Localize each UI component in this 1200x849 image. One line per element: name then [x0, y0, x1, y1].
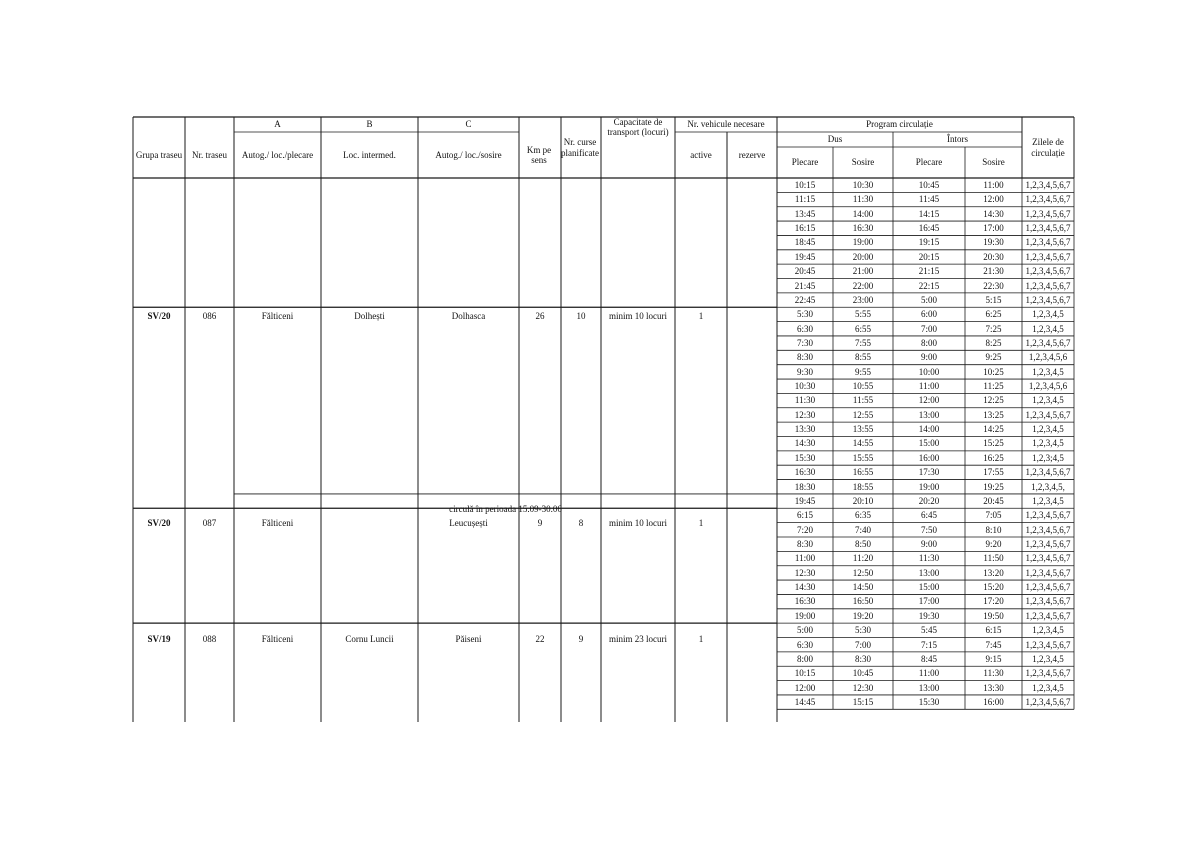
schedule-cell-intors-plecare: 20:15: [918, 251, 940, 262]
route-086-note: circulă în perioada 15.09-30.06: [449, 503, 562, 514]
schedule-cell-dus-sosire: 7:55: [854, 337, 871, 348]
schedule-cell-intors-plecare: 8:00: [920, 337, 937, 348]
schedule-cell-dus-sosire: 6:35: [854, 510, 871, 521]
schedule-cell-intors-sosire: 21:30: [983, 266, 1004, 277]
schedule-cell-dus-sosire: 10:55: [852, 381, 874, 392]
schedule-cell-dus-sosire: 15:55: [852, 452, 874, 463]
schedule-cell-dus-sosire: 14:00: [852, 208, 874, 219]
route-087-a: Fălticeni: [261, 518, 294, 528]
route-087-curse: 8: [578, 518, 584, 528]
schedule-cell-dus-sosire: 16:30: [852, 223, 874, 234]
schedule-cell-intors-sosire: 11:25: [983, 381, 1004, 392]
schedule-cell-zilele: 1,2,3,4,5,6,7: [1025, 696, 1071, 707]
schedule-cell-dus-sosire: 9:55: [854, 366, 871, 377]
schedule-cell-intors-plecare: 16:45: [918, 223, 940, 234]
schedule-cell-intors-sosire: 13:20: [983, 567, 1004, 578]
route-087-rezerve: [727, 516, 777, 532]
schedule-cell-intors-plecare: 13:00: [918, 682, 940, 693]
schedule-cell-dus-plecare: 12:30: [794, 409, 816, 420]
route-087-b: [321, 516, 418, 532]
header-intors: Întors: [947, 134, 968, 145]
schedule-cell-zilele: 1,2,3,4,5,6,7: [1025, 280, 1071, 291]
schedule-cell-dus-plecare: 20:45: [794, 266, 816, 277]
header-col-c: C: [465, 119, 472, 130]
schedule-cell-dus-plecare: 10:30: [794, 381, 816, 392]
schedule-cell-dus-plecare: 19:45: [794, 251, 816, 262]
schedule-cell-dus-plecare: 6:30: [796, 323, 813, 334]
schedule-cell-intors-plecare: 20:20: [918, 495, 940, 506]
schedule-cell-intors-sosire: 14:30: [983, 208, 1004, 219]
header-col-a: A: [274, 119, 281, 130]
schedule-cell-intors-sosire: 19:30: [983, 237, 1004, 248]
schedule-cell-zilele: 1,2,3,4,5,6,7: [1025, 266, 1071, 277]
schedule-cell-zilele: 1,2,3,4,5,6,7: [1025, 596, 1071, 607]
schedule-cell-dus-sosire: 20:00: [852, 251, 874, 262]
route-086-active: 1: [698, 311, 704, 321]
schedule-cell-dus-sosire: 19:20: [852, 610, 874, 621]
route-088-grupa: SV/19: [147, 634, 171, 644]
schedule-cell-intors-sosire: 12:25: [983, 395, 1004, 406]
header-dus-sosire: Sosire: [851, 157, 875, 168]
schedule-cell-dus-sosire: 8:50: [854, 539, 871, 549]
schedule-cell-intors-plecare: 19:00: [918, 481, 940, 492]
schedule-cell-intors-plecare: 16:00: [918, 452, 940, 463]
schedule-cell-dus-plecare: 14:30: [794, 438, 816, 449]
schedule-cell-dus-plecare: 8:30: [796, 539, 813, 549]
schedule-cell-zilele: 1,2,3,4,5: [1032, 682, 1064, 693]
schedule-cell-intors-sosire: 15:20: [983, 582, 1004, 593]
route-086-c: Dolhasca: [451, 311, 486, 321]
schedule-cell-dus-plecare: 16:30: [794, 467, 816, 478]
header-program: Program circulație: [866, 119, 933, 130]
schedule-cell-dus-plecare: 7:20: [796, 524, 813, 535]
schedule-cell-intors-sosire: 9:25: [985, 352, 1002, 363]
schedule-cell-dus-plecare: 11:00: [794, 553, 816, 564]
schedule-cell-intors-plecare: 12:00: [918, 395, 940, 406]
schedule-cell-dus-plecare: 13:45: [794, 208, 816, 219]
schedule-cell-dus-sosire: 20:10: [852, 495, 874, 506]
schedule-cell-intors-plecare: 14:00: [918, 424, 940, 435]
schedule-cell-intors-sosire: 22:30: [983, 280, 1004, 291]
schedule-cell-zilele: 1,2,3,4,5,6,7: [1025, 467, 1071, 478]
schedule-cell-intors-sosire: 20:30: [983, 251, 1004, 262]
schedule-cell-zilele: 1,2,3,4,5,6,7: [1025, 208, 1071, 219]
route-088-b: Cornu Luncii: [345, 634, 394, 644]
header-dus-plecare: Plecare: [791, 157, 819, 168]
schedule-cell-dus-sosire: 10:30: [852, 180, 874, 190]
schedule-cell-intors-plecare: 5:00: [920, 294, 937, 305]
schedule-cell-intors-plecare: 19:30: [918, 610, 940, 621]
route-088-rezerve: [727, 632, 777, 648]
schedule-cell-dus-plecare: 14:45: [794, 696, 816, 707]
schedule-cell-intors-sosire: 6:15: [985, 625, 1002, 636]
route-087-grupa: SV/20: [147, 518, 171, 528]
schedule-cell-dus-plecare: 11:15: [794, 194, 816, 205]
schedule-cell-intors-sosire: 8:25: [985, 337, 1002, 348]
schedule-cell-intors-sosire: 17:00: [983, 223, 1004, 234]
schedule-cell-dus-plecare: 6:15: [796, 510, 813, 521]
route-088-c: Păiseni: [455, 634, 482, 644]
schedule-cell-intors-plecare: 11:00: [918, 668, 940, 679]
schedule-cell-dus-plecare: 14:30: [794, 582, 816, 593]
schedule-cell-intors-sosire: 16:25: [983, 452, 1004, 463]
header-km: Km pe sens: [526, 144, 552, 165]
schedule-cell-intors-plecare: 9:00: [920, 539, 937, 549]
schedule-cell-intors-plecare: 14:15: [918, 208, 940, 219]
schedule-cell-intors-sosire: 9:20: [985, 539, 1002, 549]
schedule-cell-intors-plecare: 8:45: [920, 653, 937, 664]
schedule-cell-zilele: 1,2,3,4,5,6,7: [1025, 223, 1071, 234]
route-088-nr: 088: [202, 634, 217, 644]
schedule-cell-dus-plecare: 19:45: [794, 495, 816, 506]
schedule-cell-dus-sosire: 11:20: [852, 553, 874, 564]
schedule-cell-dus-sosire: 18:55: [852, 481, 874, 492]
schedule-cell-zilele: 1,2,3,4,5: [1032, 395, 1064, 406]
route-086-nr: 086: [202, 311, 217, 321]
schedule-cell-intors-plecare: 13:00: [918, 567, 940, 578]
schedule-cell-zilele: 1,2,3,4,5,6,7: [1025, 180, 1071, 190]
schedule-cell-intors-sosire: 5:15: [985, 294, 1002, 305]
schedule-cell-intors-sosire: 15:25: [983, 438, 1004, 449]
route-086-capacitate: minim 10 locuri: [609, 311, 667, 321]
schedule-cell-intors-plecare: 15:00: [918, 582, 940, 593]
route-088-curse: 9: [578, 634, 584, 644]
schedule-cell-zilele: 1,2,3,4,5,6,7: [1025, 294, 1071, 305]
schedule-cell-intors-sosire: 9:15: [985, 653, 1002, 664]
schedule-cell-dus-sosire: 8:55: [854, 352, 871, 363]
schedule-cell-dus-plecare: 11:30: [794, 395, 816, 406]
schedule-cell-dus-sosire: 7:00: [854, 639, 871, 650]
schedule-cell-dus-plecare: 18:45: [794, 237, 816, 248]
header-autog-sosire: Autog./ loc./sosire: [435, 149, 502, 160]
header-capacitate: Capacitate de transport (locuri): [607, 117, 669, 138]
schedule-cell-dus-plecare: 16:30: [794, 596, 816, 607]
header-intors-plecare: Plecare: [915, 157, 943, 168]
header-col-b: B: [366, 119, 373, 130]
schedule-cell-zilele: 1,2,3,4,5: [1032, 309, 1064, 320]
schedule-cell-intors-sosire: 12:00: [983, 194, 1004, 205]
schedule-cell-zilele: 1,2,3,4,5: [1032, 625, 1064, 636]
schedule-cell-dus-plecare: 9:30: [796, 366, 813, 377]
schedule-cell-dus-plecare: 5:30: [796, 309, 813, 320]
schedule-cell-dus-plecare: 8:00: [796, 653, 813, 664]
schedule-cell-dus-sosire: 7:40: [854, 524, 871, 535]
schedule-cell-intors-sosire: 8:10: [985, 524, 1002, 535]
schedule-cell-dus-plecare: 18:30: [794, 481, 816, 492]
schedule-cell-intors-plecare: 22:15: [918, 280, 940, 291]
schedule-cell-intors-plecare: 15:30: [918, 696, 940, 707]
route-088-active: 1: [698, 634, 704, 644]
schedule-cell-intors-sosire: 20:45: [983, 495, 1004, 506]
schedule-cell-intors-plecare: 7:50: [920, 524, 937, 535]
schedule-cell-intors-sosire: 6:25: [985, 309, 1002, 320]
schedule-cell-dus-sosire: 15:15: [852, 696, 874, 707]
schedule-cell-dus-sosire: 14:55: [852, 438, 874, 449]
schedule-cell-intors-sosire: 14:25: [983, 424, 1004, 435]
schedule-cell-dus-sosire: 12:50: [852, 567, 874, 578]
route-088-km: 22: [535, 634, 545, 644]
schedule-cell-dus-plecare: 12:30: [794, 567, 816, 578]
schedule-cell-intors-sosire: 17:20: [983, 596, 1004, 607]
schedule-cell-intors-plecare: 6:45: [920, 510, 937, 521]
schedule-cell-zilele: 1,2,3,4,5,6,7: [1025, 582, 1071, 593]
schedule-cell-zilele: 1,2,3,4,5,6,7: [1025, 567, 1071, 578]
schedule-cell-dus-sosire: 11:55: [852, 395, 874, 406]
route-086-km: 26: [535, 311, 545, 321]
header-grupa: Grupa traseu: [135, 149, 183, 160]
schedule-cell-dus-plecare: 10:15: [794, 668, 816, 679]
schedule-cell-intors-plecare: 6:00: [920, 309, 937, 320]
schedule-cell-dus-sosire: 5:30: [854, 625, 871, 636]
schedule-cell-intors-sosire: 10:25: [983, 366, 1004, 377]
schedule-cell-intors-plecare: 19:15: [918, 237, 940, 248]
schedule-cell-intors-sosire: 7:05: [985, 510, 1002, 521]
schedule-cell-intors-sosire: 11:00: [983, 180, 1004, 190]
header-rezerve: rezerve: [738, 149, 766, 160]
schedule-cell-zilele: 1,2,3,4,5,6,7: [1025, 251, 1071, 262]
schedule-cell-intors-plecare: 15:00: [918, 438, 940, 449]
schedule-cell-dus-plecare: 5:00: [796, 625, 813, 636]
schedule-cell-zilele: 1,2,3,4,5: [1032, 424, 1064, 435]
route-087-capacitate: minim 10 locuri: [609, 518, 667, 528]
schedule-cell-dus-plecare: 19:00: [794, 610, 816, 621]
route-086-curse: 10: [576, 311, 586, 321]
schedule-cell-intors-plecare: 5:45: [920, 625, 937, 636]
schedule-cell-dus-sosire: 6:55: [854, 323, 871, 334]
schedule-cell-intors-sosire: 17:55: [983, 467, 1004, 478]
schedule-cell-zilele: 1,2,3,4,5,6,7: [1025, 194, 1071, 205]
schedule-cell-dus-sosire: 11:30: [852, 194, 874, 205]
schedule-cell-intors-sosire: 11:30: [983, 668, 1004, 679]
schedule-cell-dus-plecare: 6:30: [796, 639, 813, 650]
schedule-cell-dus-sosire: 12:55: [852, 409, 874, 420]
schedule-cell-zilele: 1,2,3,4,5,6,7: [1025, 510, 1071, 521]
schedule-cell-zilele: 1,2,3,4,5,6: [1028, 381, 1068, 392]
schedule-cell-dus-sosire: 22:00: [852, 280, 874, 291]
header-nr-traseu: Nr. traseu: [192, 149, 227, 160]
schedule-cell-zilele: 1,2,3,4,5,6,7: [1025, 409, 1071, 420]
schedule-cell-zilele: 1,2,3,4,5: [1032, 495, 1064, 506]
schedule-cell-intors-plecare: 17:30: [918, 467, 940, 478]
schedule-cell-zilele: 1,2,3,4,5,6,7: [1025, 610, 1071, 621]
schedule-cell-dus-sosire: 16:50: [852, 596, 874, 607]
schedule-cell-intors-plecare: 13:00: [918, 409, 940, 420]
schedule-cell-zilele: 1,2,3,4,5: [1032, 366, 1064, 377]
schedule-cell-intors-plecare: 21:15: [918, 266, 940, 277]
schedule-cell-zilele: 1,2,3,4,5,6,7: [1025, 639, 1071, 650]
schedule-cell-intors-plecare: 7:15: [920, 639, 937, 650]
schedule-cell-dus-plecare: 8:30: [796, 352, 813, 363]
schedule-cell-intors-sosire: 7:25: [985, 323, 1002, 334]
schedule-cell-dus-sosire: 8:30: [854, 653, 871, 664]
schedule-cell-zilele: 1,2,3,4,5,: [1031, 481, 1065, 492]
header-zilele: Zilele de circulație: [1031, 137, 1065, 158]
schedule-cell-zilele: 1,2,3,4,5: [1032, 438, 1064, 449]
route-088-capacitate: minim 23 locuri: [609, 634, 667, 644]
schedule-cell-dus-plecare: 12:00: [794, 682, 816, 693]
route-088-a: Fălticeni: [261, 634, 294, 644]
schedule-cell-intors-sosire: 7:45: [985, 639, 1002, 650]
header-autog-plecare: Autog./ loc./plecare: [241, 149, 314, 160]
schedule-cell-intors-plecare: 11:00: [918, 381, 940, 392]
schedule-cell-zilele: 1,2,3,4,5,6,7: [1025, 524, 1071, 535]
route-086-grupa: SV/20: [147, 311, 171, 321]
schedule-cell-zilele: 1,2,3,4,5,6,7: [1025, 237, 1071, 248]
schedule-cell-zilele: 1,2,3,4,5,6,7: [1025, 539, 1071, 549]
schedule-cell-dus-plecare: 13:30: [794, 424, 816, 435]
schedule-cell-dus-plecare: 21:45: [794, 280, 816, 291]
schedule-cell-intors-plecare: 11:30: [918, 553, 940, 564]
schedule-cell-zilele: 1,2,3,4,5,6,7: [1025, 337, 1071, 348]
schedule-cell-dus-sosire: 5:55: [854, 309, 871, 320]
route-087-km: 9: [537, 518, 543, 528]
schedule-cell-dus-sosire: 14:50: [852, 582, 874, 593]
schedule-cell-zilele: 1,2,3,4,5,6,7: [1025, 668, 1071, 679]
header-dus: Dus: [827, 134, 843, 145]
header-active: active: [690, 149, 712, 160]
schedule-cell-dus-sosire: 10:45: [852, 668, 874, 679]
route-086-rezerve: [727, 309, 777, 325]
schedule-cell-dus-sosire: 12:30: [852, 682, 874, 693]
route-086-a: Fălticeni: [261, 311, 294, 321]
schedule-cell-intors-plecare: 9:00: [920, 352, 937, 363]
route-087-nr: 087: [202, 518, 217, 528]
schedule-cell-dus-plecare: 15:30: [794, 452, 816, 463]
schedule-cell-intors-plecare: 10:45: [918, 180, 940, 190]
schedule-cell-dus-plecare: 7:30: [796, 337, 813, 348]
schedule-cell-intors-sosire: 19:50: [983, 610, 1004, 621]
schedule-cell-dus-sosire: 19:00: [852, 237, 874, 248]
schedule-cell-zilele: 1,2,3,4,5,6: [1028, 352, 1068, 363]
route-087-active: 1: [698, 518, 704, 528]
schedule-cell-dus-sosire: 13:55: [852, 424, 874, 435]
schedule-cell-dus-sosire: 16:55: [852, 467, 874, 478]
header-intors-sosire: Sosire: [982, 157, 1005, 168]
schedule-cell-zilele: 1,2,3,4,5: [1032, 323, 1064, 334]
header-nr-curse: Nr. curse planificate: [561, 137, 599, 158]
header-loc-intermed: Loc. intermed.: [343, 149, 396, 160]
schedule-cell-dus-sosire: 21:00: [852, 266, 874, 277]
schedule-cell-intors-sosire: 11:50: [983, 553, 1004, 564]
header-nr-vehicule: Nr. vehicule necesare: [687, 119, 765, 130]
schedule-cell-zilele: 1,2,3,4,5,6,7: [1025, 553, 1071, 564]
schedule-cell-dus-plecare: 22:45: [794, 294, 816, 305]
schedule-cell-intors-plecare: 10:00: [918, 366, 940, 377]
schedule-cell-intors-sosire: 16:00: [983, 696, 1004, 707]
schedule-cell-intors-sosire: 13:30: [983, 682, 1004, 693]
schedule-cell-intors-plecare: 11:45: [918, 194, 940, 205]
schedule-cell-dus-sosire: 23:00: [852, 294, 874, 305]
schedule-cell-intors-sosire: 19:25: [983, 481, 1004, 492]
schedule-cell-dus-plecare: 16:15: [794, 223, 816, 234]
schedule-cell-dus-plecare: 10:15: [794, 180, 816, 190]
schedule-cell-zilele: 1,2,3;4,5: [1032, 452, 1064, 463]
schedule-cell-intors-plecare: 7:00: [920, 323, 937, 334]
route-086-b: Dolhești: [354, 311, 385, 321]
schedule-cell-zilele: 1,2,3,4,5: [1032, 653, 1064, 664]
route-087-c: Leucușești: [449, 518, 488, 528]
schedule-cell-intors-plecare: 17:00: [918, 596, 940, 607]
schedule-cell-intors-sosire: 13:25: [983, 409, 1004, 420]
